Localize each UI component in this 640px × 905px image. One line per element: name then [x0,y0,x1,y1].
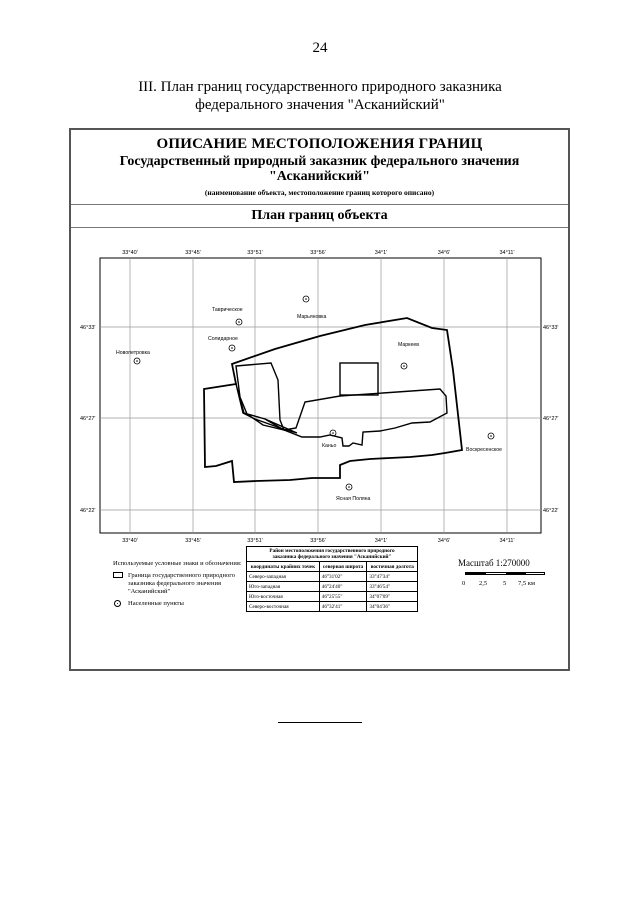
lat-label-left: 46°27' [80,416,96,422]
settlement-marker-icon [303,296,309,302]
lon-label-bottom: 33°56' [310,538,326,544]
scale-bar-segment [466,573,486,574]
scale-tick: 7,5 км [518,580,536,587]
table-header: координаты крайних точек [247,562,320,572]
table-caption-line-1: Район местоположения государственного природного [269,548,395,554]
table-row [247,602,418,612]
table-caption-row [247,547,418,562]
settlement-marker-icon [488,433,494,439]
latitude-labels [80,325,559,514]
table-cell: 46°32'41" [319,602,367,612]
table-caption [247,547,418,562]
table-cell: 34°07'09" [367,592,418,602]
lon-label-top: 34°6' [437,250,451,256]
header-caption: (наименование объекта, местоположение границ которого описано) [204,188,435,197]
table-cell: Северо-восточная [247,602,320,612]
lon-label-top: 34°11' [499,250,515,256]
settlement-label: Ясная Поляна [336,496,371,502]
legend-settlement-text: Населенные пункты [128,600,184,607]
longitude-labels-bottom [122,538,514,544]
settlement-label: Марьяновка [297,314,327,320]
heading-line-1: III. План границ государственного природного заказника [138,79,502,95]
table-cell: Северо-западная [247,572,320,582]
table-cell: 33°47'34" [367,572,418,582]
table-header: восточная долгота [367,562,418,572]
lat-label-right: 46°22' [543,508,559,514]
lat-label-right: 46°27' [543,416,559,422]
lat-label-left: 46°22' [80,508,96,514]
table-row [247,592,418,602]
table-cell: Юго-восточная [247,592,320,602]
lon-label-bottom: 34°11' [499,538,515,544]
reserve-boundary-inner-strip [265,389,447,446]
heading-line-2: федерального значения "Асканийский" [195,97,445,113]
settlement-label: Солидарное [208,336,238,342]
legend-boundary-line-2: заказника федерального значения [128,580,221,587]
reserve-boundary [204,318,462,482]
scale-label: Масштаб 1:270000 [458,558,530,568]
table-row [247,582,418,592]
coordinates-table [246,546,418,612]
table-cell: 46°24'40" [319,582,367,592]
graticule [100,258,541,533]
scale-bar [465,572,545,575]
boundary-symbol-icon [113,572,123,578]
reserve-boundary-inner-west [236,363,297,433]
lat-label-right: 46°33' [543,325,559,331]
scale-tick: 5 [503,580,507,587]
table-cell: 34°04'36" [367,602,418,612]
settlement-label: Новопетровка [116,350,150,356]
legend-boundary-line-1: Граница государственного природного [128,572,235,579]
settlement-marker-icon [236,319,242,325]
lon-label-top: 34°1' [374,250,388,256]
plan-title: План границ объекта [71,205,568,228]
reserve-boundary-inner-block [340,363,378,395]
settlement-symbol-icon [114,600,121,607]
map-frame [100,258,541,533]
lon-label-bottom: 34°6' [437,538,451,544]
scale-tick: 2,5 [479,580,488,587]
settlement-marker-icon [229,345,235,351]
footer-rule [278,722,362,723]
table-header: северная широта [319,562,367,572]
header-subtitle-line-1: Государственный природный заказник федерального значения [119,154,520,169]
table-cell: 46°25'55" [319,592,367,602]
lon-label-bottom: 33°45' [185,538,201,544]
settlement-marker-icon [401,363,407,369]
settlement-label: Маркеев [398,342,420,348]
settlement-label: Таврическое [212,307,243,313]
header-subtitle-line-2: "Асканийский" [269,169,370,184]
lon-label-top: 33°56' [310,250,326,256]
scale-bar-segment [506,573,526,574]
settlement-marker-icon [346,484,352,490]
longitude-labels-top [122,250,514,256]
legend-boundary-line-3: "Асканийский" [128,588,171,595]
lon-label-top: 33°45' [185,250,201,256]
lat-label-left: 46°33' [80,325,96,331]
lon-label-bottom: 34°1' [374,538,388,544]
scale-tick: 0 [462,580,466,587]
settlement-label: Воскресенское [466,447,503,453]
table-cell: Юго-западная [247,582,320,592]
settlement-marker-icon [134,358,140,364]
lon-label-top: 33°51' [247,250,263,256]
table-cell: 46°31'02" [319,572,367,582]
lon-label-top: 33°40' [122,250,138,256]
legend-boundary-text [128,572,248,596]
lon-label-bottom: 33°40' [122,538,138,544]
table-row [247,572,418,582]
settlement-label: Каньо [322,443,337,449]
page-number: 24 [312,40,328,56]
lon-label-bottom: 33°51' [247,538,263,544]
table-cell: 33°46'54" [367,582,418,592]
legend-title: Используемые условные знаки и обозначения: [113,560,242,567]
table-caption-line-2: заказника федерального значения "Асканийский" [272,554,392,560]
table-header-row [247,562,418,572]
header-title: ОПИСАНИЕ МЕСТОПОЛОЖЕНИЯ ГРАНИЦ [156,136,483,152]
